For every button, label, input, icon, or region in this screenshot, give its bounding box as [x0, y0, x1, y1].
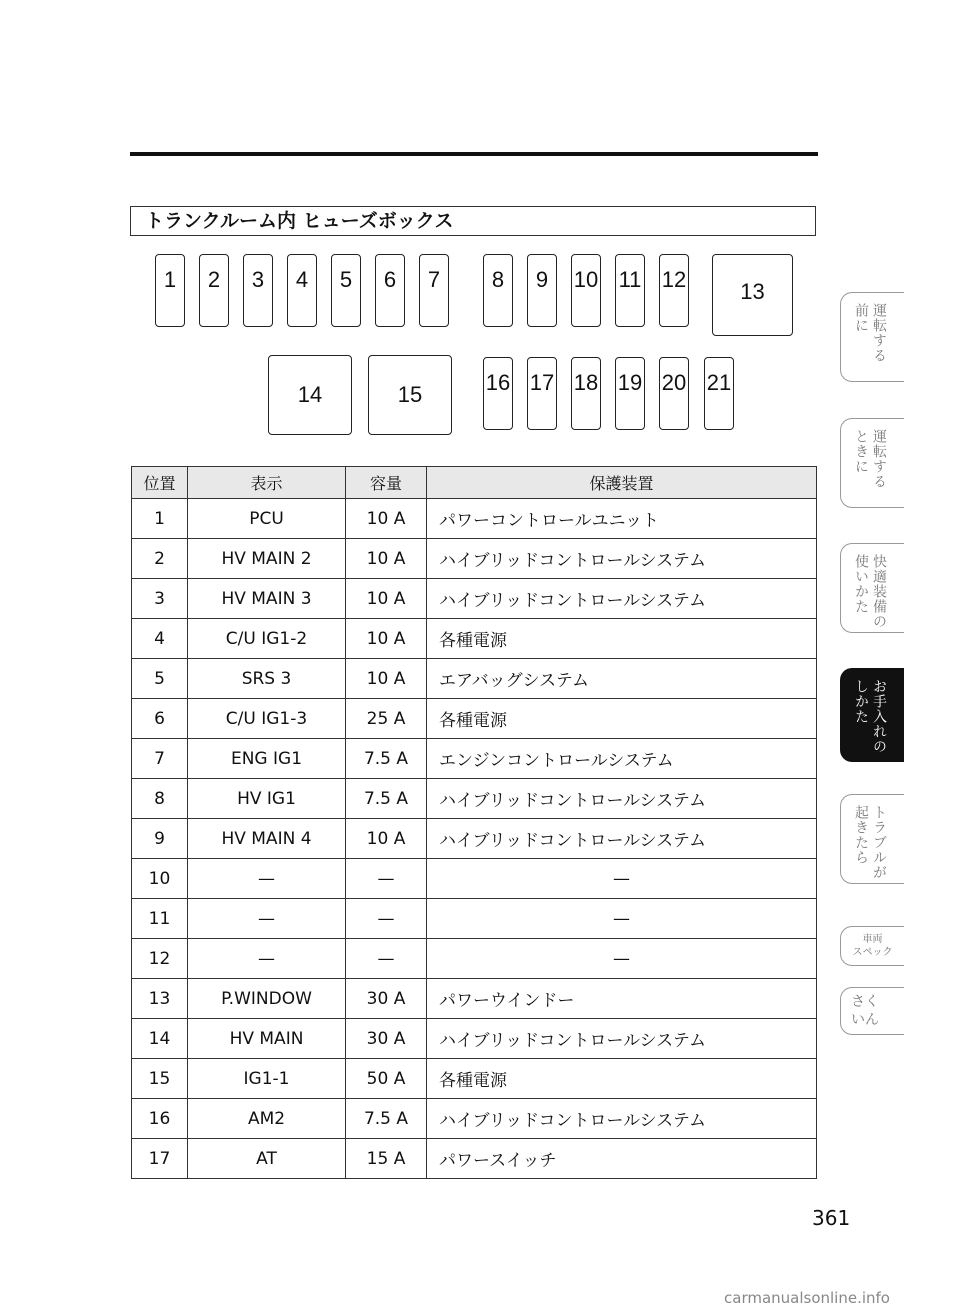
tab-label: お手入れの	[871, 679, 887, 754]
cell-label: SRS 3	[188, 659, 346, 699]
cell-capacity: 10 A	[346, 539, 427, 579]
header-capacity: 容量	[346, 467, 427, 499]
fuse-11: 11	[615, 254, 645, 327]
tab-label: 運転する	[871, 429, 887, 489]
cell-position: 12	[132, 939, 188, 979]
cell-label: —	[188, 859, 346, 899]
tab-label: ときに	[853, 429, 869, 474]
cell-protected-device: 各種電源	[427, 1059, 817, 1099]
table-row	[132, 1059, 817, 1099]
table-row	[132, 1099, 817, 1139]
table-row	[132, 619, 817, 659]
header-label: 表示	[188, 467, 346, 499]
cell-position: 10	[132, 859, 188, 899]
cell-protected-device: エアバッグシステム	[427, 659, 817, 699]
cell-capacity: —	[346, 859, 427, 899]
cell-protected-device: パワーウインドー	[427, 979, 817, 1019]
cell-protected-device: —	[427, 859, 817, 899]
cell-position: 1	[132, 499, 188, 539]
cell-capacity: —	[346, 899, 427, 939]
cell-protected-device: 各種電源	[427, 699, 817, 739]
table-row	[132, 699, 817, 739]
fuse-20: 20	[659, 357, 689, 430]
cell-position: 9	[132, 819, 188, 859]
fuse-19: 19	[615, 357, 645, 430]
cell-capacity: 10 A	[346, 499, 427, 539]
table-header-row	[132, 467, 817, 499]
cell-capacity: 30 A	[346, 979, 427, 1019]
tab-before-driving[interactable]	[840, 292, 904, 382]
cell-label: ENG IG1	[188, 739, 346, 779]
fuse-3: 3	[243, 254, 273, 327]
cell-capacity: 15 A	[346, 1139, 427, 1179]
cell-protected-device: パワーコントロールユニット	[427, 499, 817, 539]
cell-position: 7	[132, 739, 188, 779]
cell-label: HV IG1	[188, 779, 346, 819]
cell-capacity: 7.5 A	[346, 1099, 427, 1139]
tab-label: スペック	[852, 947, 893, 958]
table-row	[132, 539, 817, 579]
cell-position: 2	[132, 539, 188, 579]
cell-protected-device: ハイブリッドコントロールシステム	[427, 819, 817, 859]
fuse-15: 15	[368, 355, 452, 435]
cell-protected-device: —	[427, 899, 817, 939]
cell-position: 14	[132, 1019, 188, 1059]
fuse-9: 9	[527, 254, 557, 327]
table-row	[132, 659, 817, 699]
cell-position: 11	[132, 899, 188, 939]
cell-protected-device: ハイブリッドコントロールシステム	[427, 779, 817, 819]
fuse-4: 4	[287, 254, 317, 327]
tab-label: 運転する	[871, 303, 887, 363]
cell-position: 3	[132, 579, 188, 619]
fuse-18: 18	[571, 357, 601, 430]
table-row	[132, 819, 817, 859]
cell-label: IG1-1	[188, 1059, 346, 1099]
cell-position: 16	[132, 1099, 188, 1139]
cell-label: HV MAIN 2	[188, 539, 346, 579]
cell-protected-device: ハイブリッドコントロールシステム	[427, 1019, 817, 1059]
fuse-14: 14	[268, 355, 352, 435]
fuse-1: 1	[155, 254, 185, 327]
tab-vehicle-specs[interactable]	[840, 926, 904, 966]
fuse-16: 16	[483, 357, 513, 430]
cell-label: C/U IG1-2	[188, 619, 346, 659]
cell-protected-device: —	[427, 939, 817, 979]
cell-position: 6	[132, 699, 188, 739]
table-row	[132, 739, 817, 779]
cell-capacity: 10 A	[346, 579, 427, 619]
cell-capacity: 30 A	[346, 1019, 427, 1059]
cell-protected-device: ハイブリッドコントロールシステム	[427, 1099, 817, 1139]
fuse-5: 5	[331, 254, 361, 327]
cell-protected-device: エンジンコントロールシステム	[427, 739, 817, 779]
table-row	[132, 779, 817, 819]
cell-label: —	[188, 939, 346, 979]
tab-comfort-equipment[interactable]	[840, 543, 904, 633]
top-rule	[130, 152, 818, 156]
cell-position: 5	[132, 659, 188, 699]
cell-position: 15	[132, 1059, 188, 1099]
table-row	[132, 899, 817, 939]
cell-label: HV MAIN 4	[188, 819, 346, 859]
cell-capacity: 25 A	[346, 699, 427, 739]
fuse-8: 8	[483, 254, 513, 327]
tab-label: 使いかた	[853, 554, 869, 614]
fuse-13: 13	[712, 254, 793, 336]
tab-maintenance[interactable]	[840, 668, 904, 762]
fuse-2: 2	[199, 254, 229, 327]
header-protected-device: 保護装置	[427, 467, 817, 499]
tab-label: さく	[851, 994, 879, 1010]
watermark: carmanualsonline.info	[724, 1289, 890, 1307]
tab-label: いん	[851, 1012, 879, 1028]
tab-label: 前に	[853, 303, 869, 333]
cell-label: C/U IG1-3	[188, 699, 346, 739]
table-row	[132, 939, 817, 979]
tab-label: トラブルが	[871, 805, 887, 880]
cell-position: 13	[132, 979, 188, 1019]
cell-label: PCU	[188, 499, 346, 539]
cell-position: 4	[132, 619, 188, 659]
tab-index[interactable]	[840, 987, 904, 1035]
cell-position: 17	[132, 1139, 188, 1179]
fuse-table	[131, 466, 817, 1179]
cell-capacity: —	[346, 939, 427, 979]
tab-label: しかた	[853, 679, 869, 724]
cell-label: AT	[188, 1139, 346, 1179]
cell-capacity: 10 A	[346, 659, 427, 699]
cell-label: AM2	[188, 1099, 346, 1139]
fuse-7: 7	[419, 254, 449, 327]
tab-when-driving[interactable]	[840, 418, 904, 508]
fuse-6: 6	[375, 254, 405, 327]
fuse-17: 17	[527, 357, 557, 430]
cell-protected-device: パワースイッチ	[427, 1139, 817, 1179]
tab-label: 快適装備の	[871, 554, 887, 629]
fuse-12: 12	[659, 254, 689, 327]
table-row	[132, 979, 817, 1019]
fuse-21: 21	[704, 357, 734, 430]
cell-label: P.WINDOW	[188, 979, 346, 1019]
cell-capacity: 7.5 A	[346, 779, 427, 819]
page-number: 361	[812, 1206, 851, 1230]
cell-protected-device: 各種電源	[427, 619, 817, 659]
cell-label: HV MAIN	[188, 1019, 346, 1059]
tab-troubleshooting[interactable]	[840, 794, 904, 884]
section-title: トランクルーム内 ヒューズボックス	[130, 206, 816, 236]
cell-position: 8	[132, 779, 188, 819]
fuse-10: 10	[571, 254, 601, 327]
cell-label: —	[188, 899, 346, 939]
cell-protected-device: ハイブリッドコントロールシステム	[427, 539, 817, 579]
cell-capacity: 50 A	[346, 1059, 427, 1099]
cell-label: HV MAIN 3	[188, 579, 346, 619]
cell-capacity: 10 A	[346, 619, 427, 659]
tab-label: 車両	[862, 934, 883, 945]
table-row	[132, 1019, 817, 1059]
header-position: 位置	[132, 467, 188, 499]
table-row	[132, 1139, 817, 1179]
table-row	[132, 859, 817, 899]
cell-capacity: 10 A	[346, 819, 427, 859]
table-row	[132, 499, 817, 539]
cell-protected-device: ハイブリッドコントロールシステム	[427, 579, 817, 619]
cell-capacity: 7.5 A	[346, 739, 427, 779]
tab-label: 起きたら	[853, 805, 869, 865]
table-row	[132, 579, 817, 619]
